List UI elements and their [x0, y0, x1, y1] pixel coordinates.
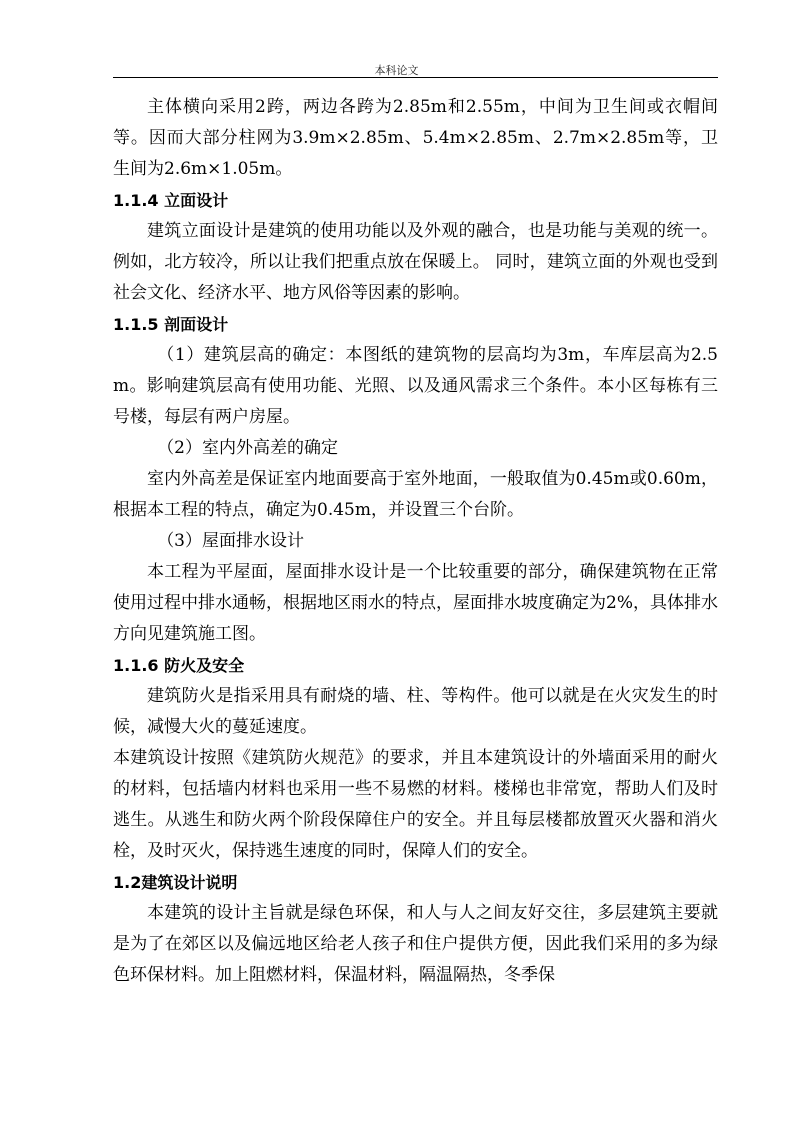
paragraph-height-diff: 室内外高差是保证室内地面要高于室外地面，一般取值为0.45m或0.60m，根据本工程的特点，确定为0.45m，并设置三个台阶。	[113, 469, 718, 520]
heading-1-1-5: 1.1.5 剖面设计	[113, 315, 229, 334]
heading-1-2: 1.2建筑设计说明	[113, 873, 238, 892]
paragraph-fire-protection: 建筑防火是指采用具有耐烧的墙、柱、等构件。他可以就是在火灾发生的时候，减慢大火的蔓延速度。	[113, 686, 718, 737]
header-divider	[113, 77, 718, 78]
paragraph-facade-design: 建筑立面设计是建筑的使用功能以及外观的融合，也是功能与美观的统一。例如，北方较冷，所以让我们把重点放在保暖上。 同时，建筑立面的外观也受到社会文化、经济水平、地方风俗等因素的影响。	[113, 221, 718, 303]
document-body	[113, 92, 718, 991]
paragraph-fire-code: 本建筑设计按照《建筑防火规范》的要求，并且本建筑设计的外墙面采用的耐火的材料，包括墙内材料也采用一些不易燃的材料。楼梯也非常宽，帮助人们及时逃生。从逃生和防火两个阶段保障住户的安全。并且每层楼都放置灭火器和消火栓，及时灭火，保持逃生速度的同时，保障人们的安全。	[113, 748, 718, 861]
header-title: 本科论文	[374, 64, 419, 77]
paragraph-floor-height: （1）建筑层高的确定：本图纸的建筑物的层高均为3m，车库层高为2.5m。影响建筑层高有使用功能、光照、以及通风需求三个条件。本小区每栋有三号楼，每层有两户房屋。	[113, 345, 718, 427]
heading-1-1-4: 1.1.4 立面设计	[113, 191, 229, 210]
paragraph-column-grid: 主体横向采用2跨，两边各跨为2.85m和2.55m，中间为卫生间或衣帽间等。因而大部分柱网为3.9m×2.85m、5.4m×2.85m、2.7m×2.85m等，卫生间为2.6m×1.05m。	[113, 97, 718, 179]
paragraph-height-diff-title: （2）室内外高差的确定	[157, 438, 339, 458]
paragraph-roof-drainage: 本工程为平屋面，屋面排水设计是一个比较重要的部分，确保建筑物在正常使用过程中排水通畅，根据地区雨水的特点，屋面排水坡度确定为2%，具体排水方向见建筑施工图。	[113, 562, 718, 644]
heading-1-1-6: 1.1.6 防火及安全	[113, 656, 245, 675]
paragraph-design-intent: 本建筑的设计主旨就是绿色环保，和人与人之间友好交往，多层建筑主要就是为了在郊区以及偏远地区给老人孩子和住户提供方便，因此我们采用的多为绿色环保材料。加上阻燃材料，保温材料，隔温隔热，冬季保	[113, 903, 718, 985]
paragraph-roof-drainage-title: （3）屋面排水设计	[157, 531, 305, 551]
